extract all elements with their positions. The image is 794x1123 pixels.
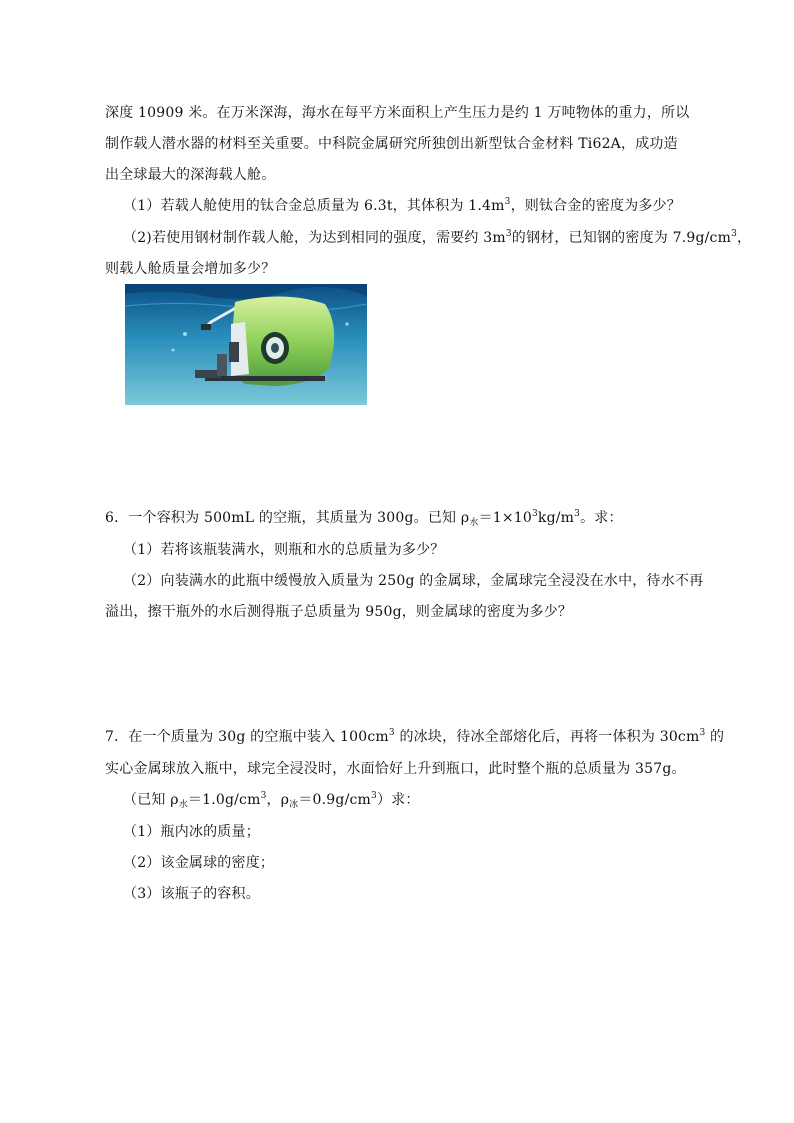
q7-stem <box>105 727 724 749</box>
q6-unit: kg/m <box>537 510 575 526</box>
superscript: 3 <box>731 229 737 239</box>
q7-text-tail: 的 <box>705 729 725 745</box>
subscript: 水 <box>178 800 188 810</box>
q6-value: ＝1×10 <box>478 510 532 526</box>
q5-line-3: 出全球最大的深海载人舱。 <box>105 167 276 183</box>
q5-s2-text: （2)若使用钢材制作载人舱，为达到相同的强度，需要约 3m <box>123 230 506 246</box>
q6-subquestion-2-cont: 溢出，擦干瓶外的水后测得瓶子总质量为 950g，则金属球的密度为多少？ <box>105 604 573 620</box>
q7-ice-density: ＝0.9g/cm <box>298 792 372 808</box>
superscript: 3 <box>260 791 267 801</box>
q5-s2-mid: 的钢材，已知钢的密度为 7.9g/cm <box>511 230 732 246</box>
q5-s2-comma: ， <box>737 230 752 246</box>
q7-given <box>123 790 420 812</box>
q5-s1-tail: ，则钛合金的密度为多少？ <box>510 198 681 214</box>
superscript: 3 <box>531 509 538 519</box>
q7-subquestion-2: （2）该金属球的密度； <box>123 855 275 871</box>
q6-text: 6．一个容积为 500mL 的空瓶，其质量为 300g。已知 ρ <box>105 510 470 526</box>
q7-given-close: ）求： <box>376 792 420 808</box>
q5-subquestion-2-cont: 则载人舱质量会增加多少？ <box>105 261 276 277</box>
q5-subquestion-1 <box>123 196 681 218</box>
q7-subquestion-1: （1）瓶内冰的质量； <box>123 824 260 840</box>
q7-text: 7．在一个质量为 30g 的空瓶中装入 100cm <box>105 729 389 745</box>
subscript: 水 <box>469 518 479 528</box>
q5-line-2: 制作载人潜水器的材料至关重要。中科院金属研究所独创出新型钛合金材料 Ti62A，成功造 <box>105 136 678 152</box>
q7-given-open: （已知 ρ <box>123 792 179 808</box>
q6-stem <box>105 508 623 530</box>
q7-given-sep: ，ρ <box>266 792 290 808</box>
q5-subquestion-2 <box>123 228 751 250</box>
submersible-photo <box>125 284 367 405</box>
q7-subquestion-3: （3）该瓶子的容积。 <box>123 886 260 902</box>
superscript: 3 <box>505 229 512 239</box>
superscript: 3 <box>574 509 581 519</box>
q7-text-mid: 的冰块，待冰全部熔化后，再将一体积为 30cm <box>394 729 700 745</box>
q7-water-density: ＝1.0g/cm <box>187 792 261 808</box>
q5-s1-text: （1）若载人舱使用的钛合金总质量为 6.3t，其体积为 1.4m <box>123 198 505 214</box>
superscript: 3 <box>371 791 377 801</box>
q6-subquestion-2: （2）向装满水的此瓶中缓慢放入质量为 250g 的金属球，金属球完全浸没在水中，待水不再 <box>123 573 704 589</box>
q6-tail: 。求： <box>580 510 623 526</box>
superscript: 3 <box>388 728 395 738</box>
q7-line-2: 实心金属球放入瓶中，球完全浸没时，水面恰好上升到瓶口，此时整个瓶的总质量为 357g。 <box>105 761 686 777</box>
superscript: 3 <box>504 197 511 207</box>
submersible-image <box>125 284 367 405</box>
q5-line-1: 深度 10909 米。在万米深海，海水在每平方米面积上产生压力是约 1 万吨物体的重力，所以 <box>105 105 690 121</box>
superscript: 3 <box>699 728 706 738</box>
q6-subquestion-1: （1）若将该瓶装满水，则瓶和水的总质量为多少？ <box>123 542 445 558</box>
subscript: 冰 <box>289 800 299 810</box>
